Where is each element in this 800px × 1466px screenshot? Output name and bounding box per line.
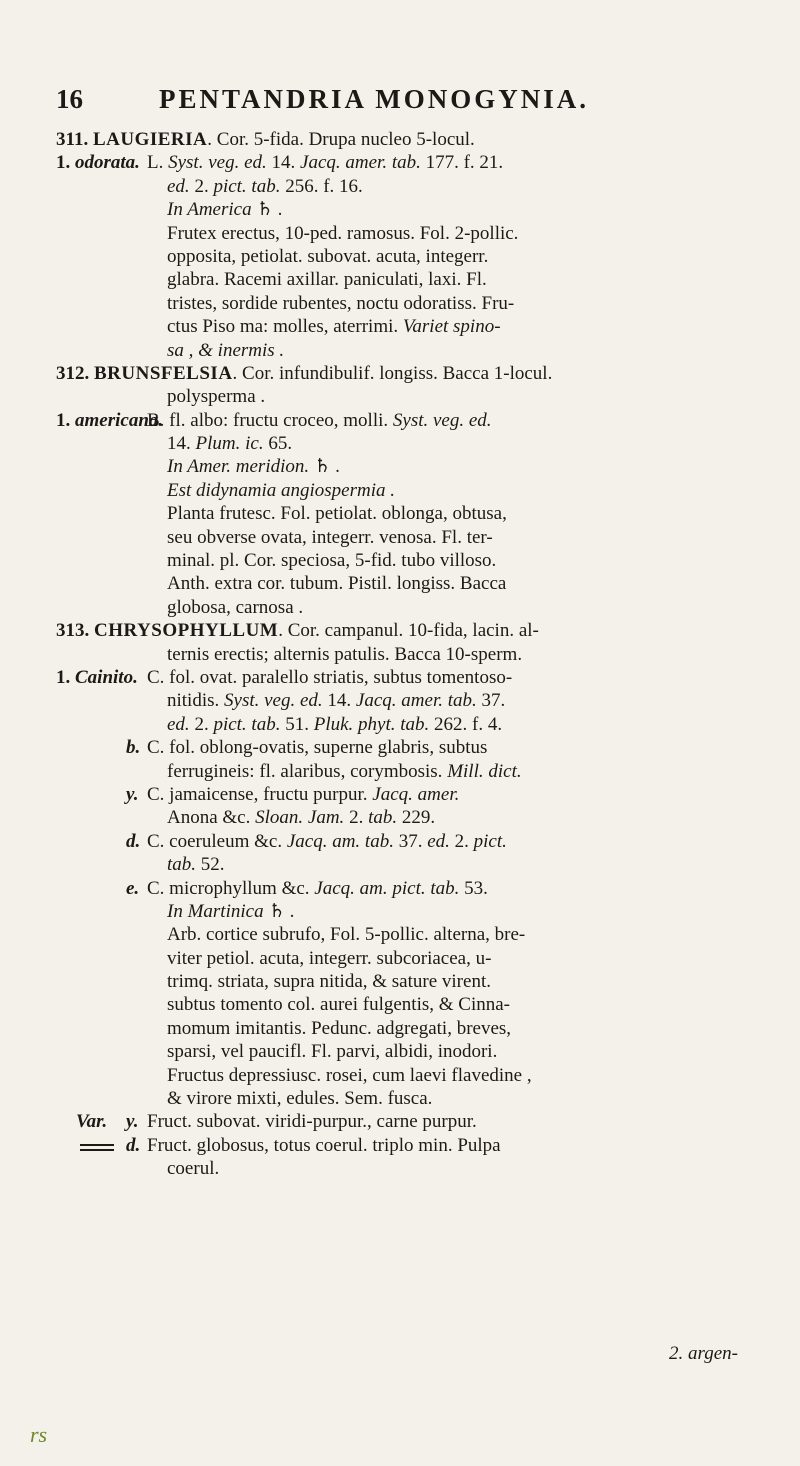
text-line: 14. Plum. ic. 65. (167, 433, 293, 455)
species-label: 1. odorata. (56, 152, 140, 174)
text-line: glabra. Racemi axillar. paniculati, laxi. Fl. (167, 269, 487, 291)
genus-description: . Cor. 5-fida. Drupa nucleo 5-locul. (207, 129, 475, 150)
variety-line: Var. y. Fruct. subovat. viridi-purpur., carne purpur. (76, 1111, 477, 1133)
text-line: & virore mixti, edules. Sem. fusca. (167, 1088, 433, 1110)
genus-description: . Cor. campanul. 10-fida, lacin. al- (278, 620, 539, 642)
text-line: sa , & inermis . (167, 339, 285, 361)
text-line: Fructus depressiusc. rosei, cum laevi flavedine , (167, 1064, 532, 1086)
variety-label: y. (126, 783, 139, 805)
variety-heading: Var. (76, 1111, 108, 1133)
text-line: Est didynamia angiospermia . (167, 479, 395, 501)
ditto-rule (80, 1135, 114, 1158)
text-line: Arb. cortice subrufo, Fol. 5-pollic. alterna, bre- (167, 924, 526, 946)
text-line: minal. pl. Cor. speciosa, 5-fid. tubo villoso. (167, 550, 497, 572)
species-label: 1. americana. (56, 409, 164, 431)
text-line: viter petiol. acuta, integerr. subcoriacea, u- (167, 947, 492, 969)
body-text (56, 128, 771, 1181)
variety-label: b. (126, 737, 141, 759)
variety-label: d. (126, 830, 141, 852)
genus-name: BRUNSFELSIA (94, 362, 233, 384)
text-line: ferrugineis: fl. alaribus, corymbosis. Mill. dict. (167, 760, 522, 782)
text-line: subtus tomento col. aurei fulgentis, & Cinna- (167, 994, 511, 1016)
variety-line: y. C. jamaicense, fructu purpur. Jacq. amer. (126, 783, 460, 805)
habitat-line: In America ♄ . (167, 199, 283, 221)
text-line: globosa, carnosa . (167, 596, 304, 618)
page-header (56, 84, 746, 120)
text-line: coerul. (167, 1158, 220, 1180)
text-line: seu obverse ovata, integerr. venosa. Fl. ter- (167, 526, 493, 548)
text-line: polysperma . (167, 386, 266, 408)
variety-label: e. (126, 877, 140, 899)
species-line: 1. americana. B. fl. albo: fructu croceo, molli. Syst. veg. ed. (56, 409, 492, 431)
genus-line (56, 362, 771, 385)
running-head: PENTANDRIA MONOGYNIA. (159, 84, 590, 114)
text-line: ed. 2. pict. tab. 51. Pluk. phyt. tab. 262. f. 4. (167, 713, 503, 735)
variety-label: y. (126, 1111, 139, 1133)
genus-name: CHRYSOPHYLLUM (94, 620, 279, 642)
catchword: 2. argen- (669, 1343, 738, 1364)
text-line: tab. 52. (167, 854, 225, 876)
text-line: Anona &c. Sloan. Jam. 2. tab. 229. (167, 807, 436, 829)
text-line: sparsi, vel paucifl. Fl. parvi, albidi, inodori. (167, 1041, 498, 1063)
genus-line (56, 128, 771, 151)
genus-number: 311. (56, 129, 89, 150)
variety-label: d. (126, 1134, 141, 1156)
genus-description: . Cor. infundibulif. longiss. Bacca 1-locul. (232, 362, 553, 384)
page-number: 16 (56, 84, 83, 114)
habitat-line: In Martinica ♄ . (167, 900, 295, 922)
text-line: opposita, petiolat. subovat. acuta, integerr. (167, 245, 489, 267)
text-line: trimq. striata, supra nitida, & sature virent. (167, 971, 491, 993)
species-line: 1. Cainito. C. fol. ovat. paralello striatis, subtus tomentoso- (56, 666, 513, 688)
text-line: tristes, sordide rubentes, noctu odoratiss. Fru- (167, 292, 515, 314)
text-line: Planta frutesc. Fol. petiolat. oblonga, obtusa, (167, 503, 507, 525)
genus-number: 312. (56, 362, 90, 384)
text-line: Anth. extra cor. tubum. Pistil. longiss. Bacca (167, 573, 507, 595)
text-line: ternis erectis; alternis patulis. Bacca 10-sperm. (167, 643, 523, 665)
species-line: 1. odorata. L. Syst. veg. ed. 14. Jacq. amer. tab. 177. f. 21. (56, 152, 504, 174)
variety-line: d. C. coeruleum &c. Jacq. am. tab. 37. ed. 2. pict. (126, 830, 507, 852)
habitat-line: In Amer. meridion. ♄ . (167, 456, 341, 478)
text-line: Frutex erectus, 10-ped. ramosus. Fol. 2-pollic. (167, 222, 519, 244)
variety-line: b. C. fol. oblong-ovatis, superne glabris, subtus (126, 737, 488, 759)
genus-number: 313. (56, 620, 90, 642)
genus-line (56, 619, 771, 642)
variety-line: d. Fruct. globosus, totus coerul. triplo min. Pulpa (56, 1134, 771, 1157)
corner-mark: rs (30, 1422, 48, 1447)
text-line: ed. 2. pict. tab. 256. f. 16. (167, 175, 363, 197)
text-line: momum imitantis. Pedunc. adgregati, breves, (167, 1017, 512, 1039)
text-line: ctus Piso ma: molles, aterrimi. Variet spino- (167, 316, 501, 338)
species-label: 1. Cainito. (56, 666, 138, 688)
variety-line: e. C. microphyllum &c. Jacq. am. pict. tab. 53. (126, 877, 488, 899)
genus-name: LAUGIERIA (92, 129, 208, 150)
text-line: nitidis. Syst. veg. ed. 14. Jacq. amer. tab. 37. (167, 690, 506, 712)
